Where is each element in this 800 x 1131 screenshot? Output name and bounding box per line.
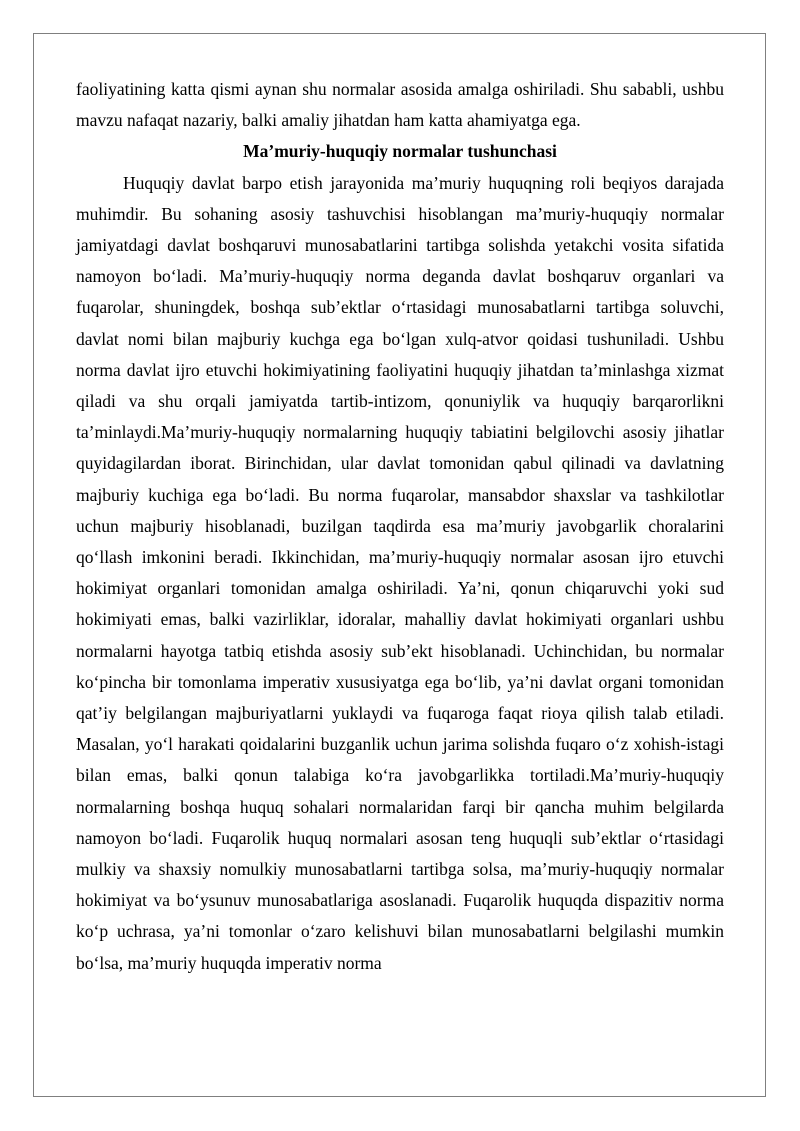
intro-paragraph: faoliyatining katta qismi aynan shu normalar asosida amalga oshiriladi. Shu sababli, ushbu mavzu nafaqat nazariy, balki amaliy jihatdan ham katta ahamiyatga ega.	[76, 79, 724, 131]
body-paragraph: Huquqiy davlat barpo etish jarayonida ma’muriy huquqning roli beqiyos darajada muhimdir. Bu sohaning asosiy tashuvchisi hisoblangan ma’muriy-huquqiy normalar jamiyatdagi davlat boshqaruvi munosabatlarini tartibga solishda yetakchi vosita sifatida namoyon bo‘ladi. Ma’muriy-huquqiy norma deganda davlat boshqaruv organlari va fuqarolar, shuningdek, boshqa sub’ektlar o‘rtasidagi munosabatlarni tartibga soluvchi, davlat nomi bilan majburiy kuchga ega bo‘lgan xulq-atvor qoidasi tushuniladi. Ushbu norma davlat ijro etuvchi hokimiyatining faoliyatini huquqiy jihatdan ta’minlashga xizmat qiladi va shu orqali jamiyatda tartib-intizom, qonuniylik va huquqiy barqarorlikni ta’minlaydi.Ma’muriy-huquqiy normalarning huquqiy tabiatini belgilovchi asosiy jihatlar quyidagilardan iborat. Birinchidan, ular davlat tomonidan qabul qilinadi va davlatning majburiy kuchiga ega bo‘ladi. Bu norma fuqarolar, mansabdor shaxslar va tashkilotlar uchun majburiy hisoblanadi, buzilgan taqdirda esa ma’muriy javobgarlik choralarini qo‘llash imkonini beradi. Ikkinchidan, ma’muriy-huquqiy normalar asosan ijro etuvchi hokimiyat organlari tomonidan amalga oshiriladi. Ya’ni, qonun chiqaruvchi yoki sud hokimiyati emas, balki vazirliklar, idoralar, mahalliy davlat hokimiyati organlari ushbu normalarni hayotga tatbiq etishda asosiy sub’ekt hisoblanadi. Uchinchidan, bu normalar ko‘pincha bir tomonlama imperativ xususiyatga ega bo‘lib, ya’ni davlat organi tomonidan qat’iy belgilangan majburiyatlarni yuklaydi va fuqaroga faqat rioya qilish talab etiladi. Masalan, yo‘l harakati qoidalarini buzganlik uchun jarima solishda fuqaro o‘z xohish-istagi bilan emas, balki qonun talabiga ko‘ra javobgarlikka tortiladi.Ma’muriy-huquqiy normalarning boshqa huquq sohalari normalaridan farqi bir qancha muhim belgilarda namoyon bo‘ladi. Fuqarolik huquq normalari asosan teng huquqli sub’ektlar o‘rtasidagi mulkiy va shaxsiy nomulkiy munosabatlarni tartibga solsa, ma’muriy-huquqiy normalar hokimiyat va bo‘ysunuv munosabatlariga asoslanadi. Fuqarolik huquqda dispazitiv norma ko‘p uchrasa, ya’ni tomonlar o‘zaro kelishuvi bilan munosabatlarni belgilashi mumkin bo‘lsa, ma’muriy huquqda imperativ norma	[76, 172, 724, 973]
section-heading: Ma’muriy-huquqiy normalar tushunchasi	[243, 141, 557, 162]
document-body	[76, 74, 724, 979]
